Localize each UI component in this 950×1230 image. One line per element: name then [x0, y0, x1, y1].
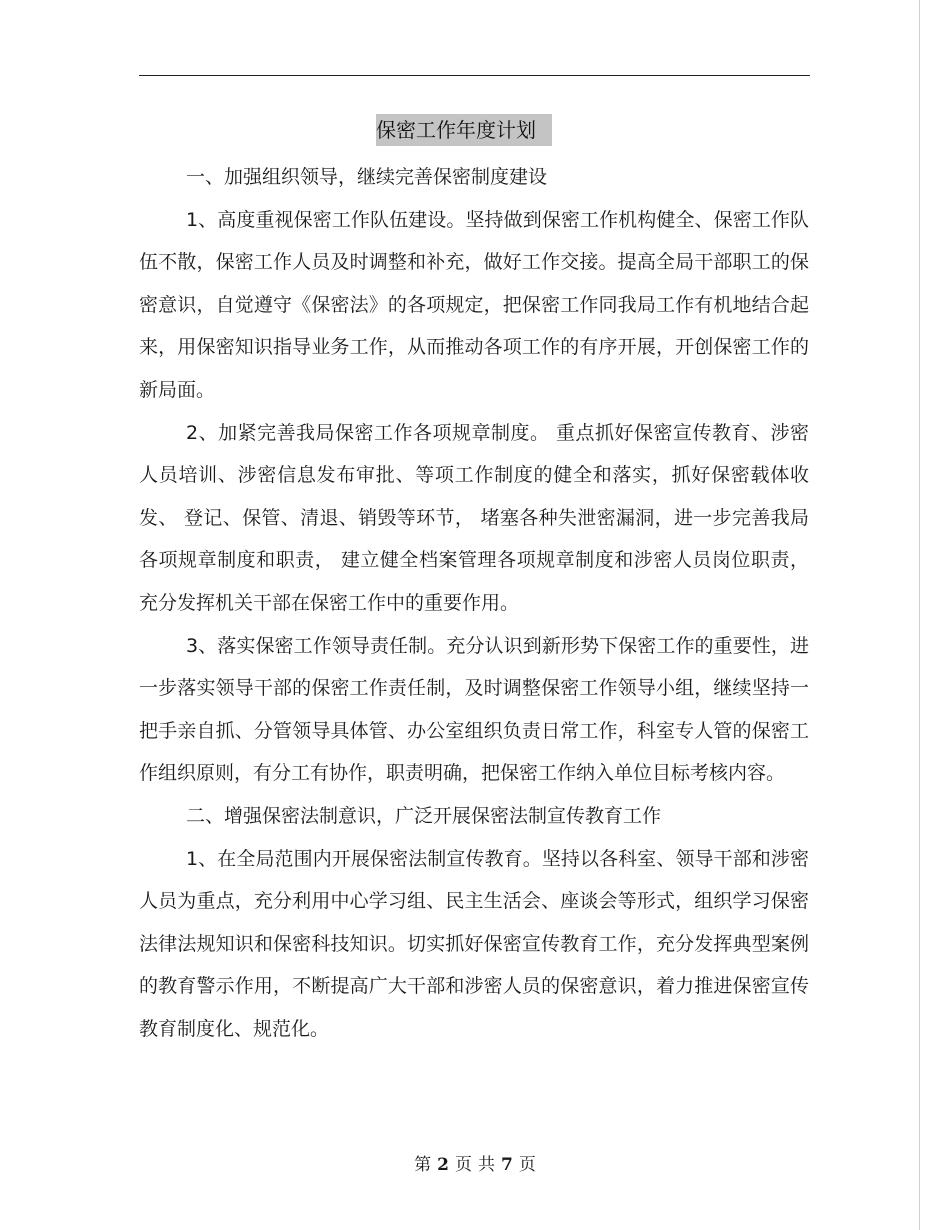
document-body [139, 156, 809, 1050]
footer-suffix: 页 [518, 1155, 536, 1175]
footer-page-word: 页 [455, 1155, 472, 1175]
page-footer [0, 1150, 950, 1175]
page-edge-line [919, 0, 920, 1230]
footer-page-number: 2 [437, 1155, 449, 1175]
paragraph-1-2: 2、加紧完善我局保密工作各项规章制度。 重点抓好保密宣传教育、涉密人员培训、涉密信息发布审批、等项工作制度的健全和落实，抓好保密载体收发、 登记、保管、清退、销毁等环节， 堵塞各种失泄密漏洞，进一步完善我局各项规章制度和职责， 建立健全档案管理各项规章制度和涉密人员岗位职责，充分发挥机关干部在保密工作中的重要作用。 [139, 421, 809, 614]
section-heading-2: 二、增强保密法制意识，广泛开展保密法制宣传教育工作 [186, 804, 662, 827]
header-rule [139, 75, 810, 76]
section-heading-1: 一、加强组织领导，继续完善保密制度建设 [186, 166, 548, 188]
footer-prefix: 第 [414, 1155, 432, 1175]
footer-total-pages: 7 [501, 1155, 513, 1175]
paragraph-1-3: 3、落实保密工作领导责任制。充分认识到新形势下保密工作的重要性，进一步落实领导干部的保密工作责任制，及时调整保密工作领导小组，继续坚持一把手亲自抓、分管领导具体管、办公室组织负责日常工作，科室专人管的保密工作组织原则，有分工有协作，职责明确，把保密工作纳入单位目标考核内容。 [139, 634, 809, 785]
paragraph-2-1: 1、在全局范围内开展保密法制宣传教育。坚持以各科室、领导干部和涉密人员为重点，充分利用中心学习组、民主生活会、座谈会等形式，组织学习保密法律法规知识和保密科技知识。切实抓好保密宣传教育工作，充分发挥典型案例的教育警示作用，不断提高广大干部和涉密人员的保密意识，着力推进保密宣传教育制度化、规范化。 [139, 847, 809, 1040]
footer-total-word: 共 [478, 1155, 495, 1175]
paragraph-1-1: 1、高度重视保密工作队伍建设。坚持做到保密工作机构健全、保密工作队伍不散，保密工作人员及时调整和补充，做好工作交接。提高全局干部职工的保密意识，自觉遵守《保密法》的各项规定，把保密工作同我局工作有机地结合起来，用保密知识指导业务工作，从而推动各项工作的有序开展，开创保密工作的新局面。 [139, 208, 809, 401]
document-title: 保密工作年度计划 [376, 114, 552, 146]
